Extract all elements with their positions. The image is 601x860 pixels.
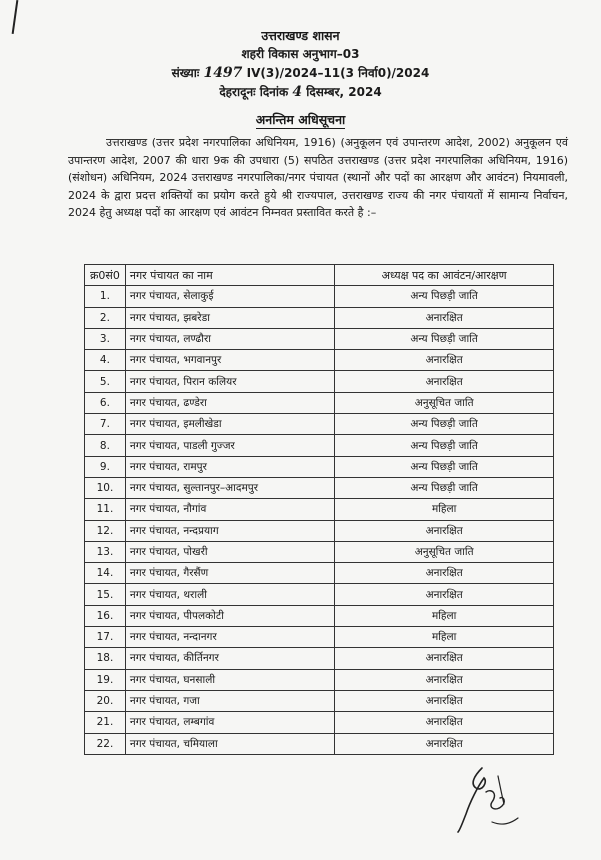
row-reservation: महिला <box>335 627 554 648</box>
row-serial: 21. <box>85 712 126 733</box>
table-row <box>85 563 554 584</box>
row-panchayat-name: नगर पंचायत, पिरान कलियर <box>125 371 334 392</box>
row-panchayat-name: नगर पंचायत, पोखरी <box>125 541 334 562</box>
row-panchayat-name: नगर पंचायत, सेलाकुई <box>125 286 334 307</box>
row-panchayat-name: नगर पंचायत, चमियाला <box>125 733 334 754</box>
table-row <box>85 414 554 435</box>
issue-date: देहरादूनः दिनांक 4 दिसम्बर, 2024 <box>219 84 382 100</box>
reservation-table <box>84 264 554 755</box>
letterhead <box>0 26 601 102</box>
department-section: शहरी विकास अनुभाग–03 <box>241 47 360 61</box>
row-reservation: अन्य पिछड़ी जाति <box>335 477 554 498</box>
row-panchayat-name: नगर पंचायत, ढण्डेरा <box>125 392 334 413</box>
row-serial: 4. <box>85 350 126 371</box>
row-panchayat-name: नगर पंचायत, इमलीखेडा <box>125 414 334 435</box>
table-row <box>85 499 554 520</box>
row-serial: 1. <box>85 286 126 307</box>
table-row <box>85 733 554 754</box>
row-panchayat-name: नगर पंचायत, नन्दप्रयाग <box>125 520 334 541</box>
row-panchayat-name: नगर पंचायत, लण्ढौरा <box>125 328 334 349</box>
row-reservation: अनारक्षित <box>335 690 554 711</box>
table-row <box>85 328 554 349</box>
row-reservation: अनारक्षित <box>335 371 554 392</box>
row-serial: 14. <box>85 563 126 584</box>
table-header-row <box>85 265 554 286</box>
col-reservation: अध्यक्ष पद का आवंटन/आरक्षण <box>335 265 554 286</box>
row-panchayat-name: नगर पंचायत, लम्बगांव <box>125 712 334 733</box>
row-reservation: महिला <box>335 605 554 626</box>
row-serial: 18. <box>85 648 126 669</box>
table-row <box>85 286 554 307</box>
table-row <box>85 350 554 371</box>
row-panchayat-name: नगर पंचायत, रामपुर <box>125 456 334 477</box>
row-panchayat-name: नगर पंचायत, पीपलकोटी <box>125 605 334 626</box>
row-serial: 11. <box>85 499 126 520</box>
row-panchayat-name: नगर पंचायत, गजा <box>125 690 334 711</box>
table-row <box>85 712 554 733</box>
row-serial: 2. <box>85 307 126 328</box>
table-row <box>85 627 554 648</box>
row-serial: 7. <box>85 414 126 435</box>
row-reservation: अन्य पिछड़ी जाति <box>335 328 554 349</box>
reference-number: संख्याः 1497 IV(3)/2024–11(3 निर्वा0)/2024 <box>171 65 430 81</box>
row-serial: 20. <box>85 690 126 711</box>
table-row <box>85 541 554 562</box>
row-serial: 22. <box>85 733 126 754</box>
govt-name: उत्तराखण्ड शासन <box>261 28 340 43</box>
row-serial: 19. <box>85 669 126 690</box>
row-serial: 9. <box>85 456 126 477</box>
handwritten-number: 1497 <box>203 65 243 81</box>
table-row <box>85 584 554 605</box>
row-reservation: अनुसूचित जाति <box>335 392 554 413</box>
row-panchayat-name: नगर पंचायत, पाडली गुज्जर <box>125 435 334 456</box>
table-row <box>85 307 554 328</box>
row-reservation: अनारक्षित <box>335 307 554 328</box>
table-row <box>85 435 554 456</box>
row-panchayat-name: नगर पंचायत, सुल्तानपुर–आदमपुर <box>125 477 334 498</box>
row-reservation: महिला <box>335 499 554 520</box>
row-reservation: अन्य पिछड़ी जाति <box>335 456 554 477</box>
row-panchayat-name: नगर पंचायत, नन्दानगर <box>125 627 334 648</box>
row-serial: 8. <box>85 435 126 456</box>
row-reservation: अन्य पिछड़ी जाति <box>335 414 554 435</box>
col-panchayat-name: नगर पंचायत का नाम <box>125 265 334 286</box>
row-reservation: अनारक्षित <box>335 648 554 669</box>
table-row <box>85 648 554 669</box>
row-reservation: अनारक्षित <box>335 350 554 371</box>
signature-icon <box>452 762 522 834</box>
notification-heading: अनन्तिम अधिसूचना <box>255 112 346 127</box>
row-serial: 3. <box>85 328 126 349</box>
row-panchayat-name: नगर पंचायत, भगवानपुर <box>125 350 334 371</box>
row-reservation: अन्य पिछड़ी जाति <box>335 435 554 456</box>
row-panchayat-name: नगर पंचायत, थराली <box>125 584 334 605</box>
row-reservation: अनारक्षित <box>335 520 554 541</box>
row-reservation: अनारक्षित <box>335 669 554 690</box>
row-reservation: अनुसूचित जाति <box>335 541 554 562</box>
table-row <box>85 520 554 541</box>
table-row <box>85 477 554 498</box>
row-reservation: अनारक्षित <box>335 733 554 754</box>
row-reservation: अन्य पिछड़ी जाति <box>335 286 554 307</box>
table-row <box>85 690 554 711</box>
row-serial: 15. <box>85 584 126 605</box>
row-serial: 13. <box>85 541 126 562</box>
row-panchayat-name: नगर पंचायत, झबरेडा <box>125 307 334 328</box>
notification-paragraph: उत्तराखण्ड (उत्तर प्रदेश नगरपालिका अधिनियम, 1916) (अनुकूलन एवं उपान्तरण आदेश, 2002) अनुकूलन एवं उपान्तरण आदेश, 2007 की धारा 9क की उपधारा (5) सपठित उत्तराखण्ड (उत्तर प्रदेश नगरपालिका अधिनियम, 1916) (संशोधन) अधिनियम, 2024 उत्तराखण्ड नगरपालिका/नगर पंचायत (स्थानों और पदों का आरक्षण और आवंटन) नियमावली, 2024 के द्वारा प्रदत्त शक्तियों का प्रयोग करते हुये श्री राज्यपाल, उत्तराखण्ड राज्य की नगर पंचायतों में सामान्य निर्वाचन, 2024 हेतु अध्यक्ष पदों का आरक्षण एवं आवंटन निम्नवत प्रस्तावित करते है :– <box>68 136 568 219</box>
handwritten-day: 4 <box>292 84 303 100</box>
table-row <box>85 605 554 626</box>
row-serial: 10. <box>85 477 126 498</box>
row-serial: 6. <box>85 392 126 413</box>
row-panchayat-name: नगर पंचायत, नौगांव <box>125 499 334 520</box>
row-reservation: अनारक्षित <box>335 712 554 733</box>
row-serial: 17. <box>85 627 126 648</box>
row-serial: 5. <box>85 371 126 392</box>
row-serial: 16. <box>85 605 126 626</box>
table-row <box>85 456 554 477</box>
col-serial: क्र0सं0 <box>85 265 126 286</box>
row-panchayat-name: नगर पंचायत, कीर्तिनगर <box>125 648 334 669</box>
row-reservation: अनारक्षित <box>335 584 554 605</box>
row-reservation: अनारक्षित <box>335 563 554 584</box>
table-row <box>85 392 554 413</box>
row-panchayat-name: नगर पंचायत, गैरसैंण <box>125 563 334 584</box>
table-row <box>85 669 554 690</box>
row-serial: 12. <box>85 520 126 541</box>
table-row <box>85 371 554 392</box>
row-panchayat-name: नगर पंचायत, घनसाली <box>125 669 334 690</box>
